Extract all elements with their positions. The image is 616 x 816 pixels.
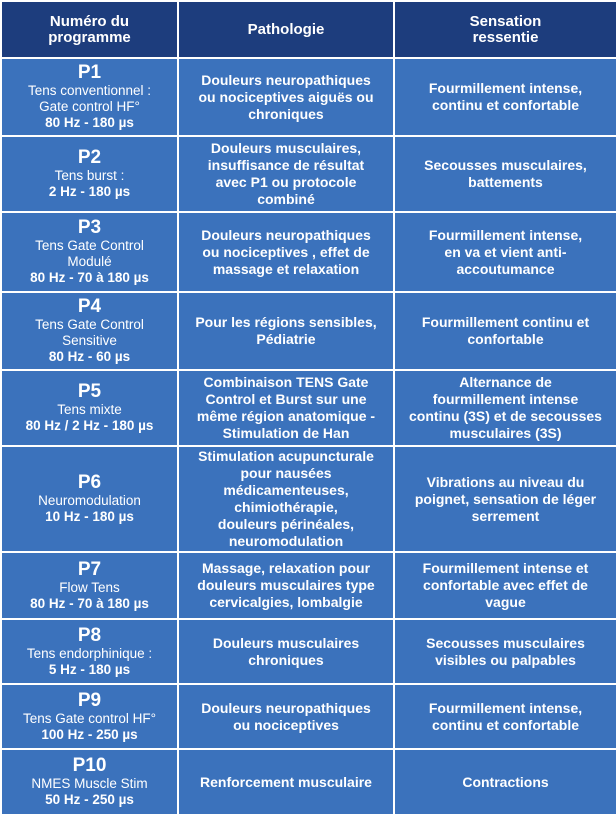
programme-frequency: 80 Hz - 70 à 180 µs [30, 595, 149, 611]
header-pathologie-label: Pathologie [247, 20, 325, 38]
sensation-cell [394, 684, 616, 749]
sensation-text: Secousses musculaires visibles ou palpables [426, 634, 585, 668]
table-row [1, 292, 616, 370]
programme-cell [1, 136, 178, 212]
programme-name: Tens Gate Control Sensitive [35, 317, 144, 348]
programme-frequency: 80 Hz - 70 à 180 µs [30, 270, 149, 285]
sensation-cell [394, 136, 616, 212]
table-row [1, 136, 616, 212]
sensation-cell [394, 552, 616, 619]
pathologie-cell [178, 212, 394, 292]
pathologie-text: Stimulation acupuncturale pour nausées médicamenteuses, chimiothérapie, douleurs périnéales, neuromodulation [198, 448, 374, 549]
header-pathologie [178, 1, 394, 58]
programme-name: Neuromodulation [38, 493, 141, 508]
table-row [1, 446, 616, 552]
programme-name: Tens Gate control HF° [23, 710, 156, 726]
pathologie-cell [178, 292, 394, 370]
pathologie-cell [178, 684, 394, 749]
pathologie-cell [178, 749, 394, 815]
header-numero [1, 1, 178, 58]
programme-cell [1, 212, 178, 292]
pathologie-cell [178, 446, 394, 552]
sensation-text: Fourmillement continu et confortable [421, 314, 590, 347]
sensation-text: Contractions [462, 773, 549, 790]
pathologie-text: Combinaison TENS Gate Control et Burst sur une même région anatomique - Stimulation de Han [196, 374, 376, 441]
table-row [1, 212, 616, 292]
programme-frequency: 5 Hz - 180 µs [48, 661, 131, 677]
pathologie-cell [178, 58, 394, 136]
programme-number: P10 [72, 755, 107, 776]
programme-name: Tens conventionnel : Gate control HF° [27, 83, 152, 114]
programme-number: P4 [77, 296, 102, 317]
sensation-text: Fourmillement intense, en va et vient anti- accoutumance [428, 226, 583, 277]
programme-number: P7 [77, 558, 102, 580]
table-row [1, 552, 616, 619]
pathologie-text: Pour les régions sensibles, Pédiatrie [195, 314, 377, 347]
pathologie-cell [178, 370, 394, 446]
pathologie-cell [178, 552, 394, 619]
table-row [1, 619, 616, 684]
header-row [1, 1, 616, 58]
sensation-cell [394, 292, 616, 370]
sensation-text: Fourmillement intense, continu et confortable [428, 699, 583, 733]
sensation-text: Fourmillement intense, continu et confortable [428, 80, 583, 113]
programme-name: Flow Tens [59, 579, 120, 595]
programme-cell [1, 446, 178, 552]
programme-frequency: 50 Hz - 250 µs [45, 792, 134, 807]
sensation-cell [394, 619, 616, 684]
programme-cell [1, 292, 178, 370]
sensation-cell [394, 446, 616, 552]
header-sensation-label: Sensation ressentie [469, 12, 542, 46]
pathologie-text: Massage, relaxation pour douleurs musculaires type cervicalgies, lombalgie [197, 560, 375, 610]
programme-name: NMES Muscle Stim [31, 776, 148, 791]
sensation-cell [394, 749, 616, 815]
programme-number: P5 [77, 381, 102, 402]
programme-frequency: 80 Hz - 180 µs [45, 115, 134, 130]
sensation-cell [394, 370, 616, 446]
programme-frequency: 80 Hz / 2 Hz - 180 µs [25, 418, 154, 433]
programme-number: P6 [77, 472, 102, 493]
programme-name: Tens endorphinique : [26, 645, 153, 661]
programme-name: Tens burst : [54, 168, 125, 183]
table-row [1, 684, 616, 749]
programme-frequency: 2 Hz - 180 µs [48, 184, 131, 199]
programme-frequency: 80 Hz - 60 µs [48, 349, 131, 364]
programme-number: P2 [77, 147, 102, 168]
sensation-text: Alternance de fourmillement intense continu (3S) et de secousses musculaires (3S) [409, 374, 602, 441]
programme-name: Tens mixte [57, 402, 122, 417]
table-row [1, 749, 616, 815]
programme-cell [1, 370, 178, 446]
pathologie-cell [178, 619, 394, 684]
sensation-cell [394, 212, 616, 292]
programme-number: P3 [77, 217, 102, 238]
programme-cell [1, 58, 178, 136]
pathologie-text: Renforcement musculaire [200, 773, 372, 790]
programme-name: Tens Gate Control Modulé [35, 238, 144, 269]
table-row [1, 58, 616, 136]
pathologie-text: Douleurs neuropathiques ou nociceptives aiguës ou chroniques [198, 71, 374, 122]
programme-cell [1, 552, 178, 619]
pathologie-text: Douleurs neuropathiques ou nociceptives , effet de massage et relaxation [201, 226, 371, 277]
programme-frequency: 100 Hz - 250 µs [41, 726, 138, 742]
programme-number: P1 [77, 62, 102, 83]
programme-number: P8 [77, 624, 102, 646]
pathologie-text: Douleurs musculaires, insuffisance de résultat avec P1 ou protocole combiné [207, 140, 365, 207]
sensation-cell [394, 58, 616, 136]
programme-cell [1, 749, 178, 815]
programme-cell [1, 619, 178, 684]
programme-frequency: 10 Hz - 180 µs [45, 509, 134, 524]
sensation-text: Fourmillement intense et confortable avec effet de vague [422, 560, 589, 610]
pathologie-cell [178, 136, 394, 212]
header-sensation [394, 1, 616, 58]
header-numero-label: Numéro du programme [48, 12, 131, 46]
programme-cell [1, 684, 178, 749]
pathologie-text: Douleurs musculaires chroniques [212, 634, 360, 668]
programme-number: P9 [77, 689, 102, 711]
sensation-text: Secousses musculaires, battements [424, 157, 587, 190]
pathologie-text: Douleurs neuropathiques ou nociceptives [201, 699, 371, 733]
sensation-text: Vibrations au niveau du poignet, sensation de léger serrement [414, 473, 597, 524]
table-row [1, 370, 616, 446]
